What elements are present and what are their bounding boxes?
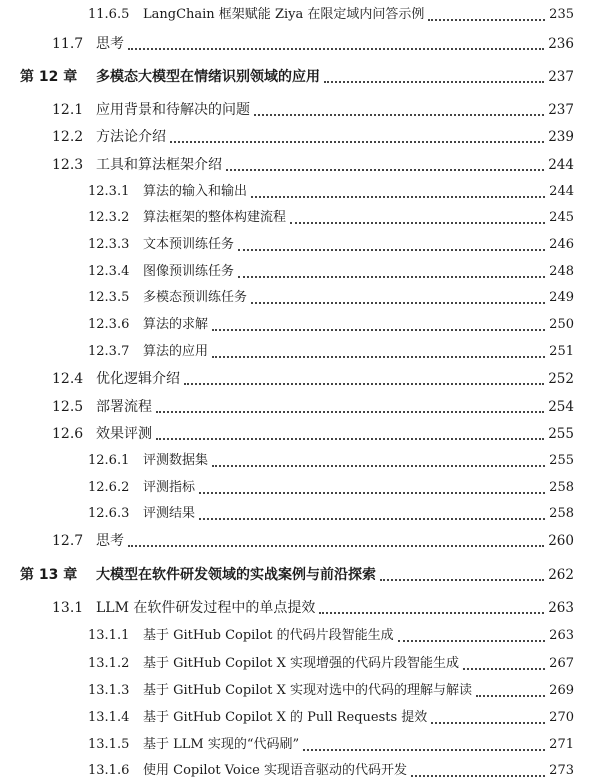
- toc-entry-number: 12.7: [52, 533, 84, 549]
- toc-entry-number: 13.1.3: [88, 683, 130, 698]
- toc-entry-title: 基于 LLM 实现的“代码刷”: [143, 737, 300, 752]
- toc-dot-leader: [431, 720, 545, 724]
- toc-entry-title: 图像预训练任务: [143, 264, 235, 279]
- toc-entry-number: 13.1.6: [88, 763, 130, 778]
- toc-entry-number: 12.3.7: [88, 344, 130, 359]
- toc-page-number: 270: [549, 710, 574, 725]
- toc-entry-number: 12.4: [52, 371, 84, 387]
- toc-dot-leader: [254, 112, 544, 116]
- toc-entry-title: 部署流程: [96, 399, 152, 415]
- toc-chapter-entry: [0, 66, 594, 88]
- toc-page-number: 273: [549, 763, 574, 778]
- toc-entry-number: 12.1: [52, 102, 84, 118]
- toc-entry-title: 基于 GitHub Copilot 的代码片段智能生成: [143, 628, 394, 643]
- toc-page-number: 255: [548, 426, 574, 442]
- toc-page-number: 239: [548, 129, 574, 145]
- toc-page-number: 236: [548, 36, 574, 52]
- toc-page-number: 249: [549, 290, 574, 305]
- toc-dot-leader: [212, 327, 545, 331]
- toc-entry-number: 11.7: [52, 36, 84, 52]
- toc-section-entry: [0, 530, 594, 552]
- toc-dot-leader: [380, 577, 544, 581]
- toc-entry-title: 文本预训练任务: [143, 237, 235, 252]
- toc-subsection-entry: [0, 261, 594, 283]
- toc-dot-leader: [199, 490, 545, 494]
- toc-section-entry: [0, 33, 594, 55]
- toc-subsection-entry: [0, 207, 594, 229]
- toc-page-number: 237: [548, 69, 574, 85]
- toc-subsection-entry: [0, 287, 594, 309]
- toc-page-number: 254: [548, 399, 574, 415]
- toc-subsection-entry: [0, 503, 594, 525]
- toc-entry-number: 13.1: [52, 600, 84, 616]
- toc-dot-leader: [199, 516, 545, 520]
- toc-page-number: 258: [549, 506, 574, 521]
- toc-entry-number: 12.3: [52, 157, 84, 173]
- toc-entry-title: 算法的输入和输出: [143, 184, 248, 199]
- toc-dot-leader: [290, 220, 545, 224]
- toc-dot-leader: [128, 543, 544, 547]
- toc-entry-title: 算法的求解: [143, 317, 209, 332]
- toc-section-entry: [0, 99, 594, 121]
- toc-subsection-entry: [0, 680, 594, 702]
- toc-dot-leader: [319, 610, 544, 614]
- toc-page-number: 267: [549, 656, 574, 671]
- toc-entry-number: 12.6.1: [88, 453, 130, 468]
- toc-subsection-entry: [0, 341, 594, 363]
- toc-section-entry: [0, 154, 594, 176]
- toc-subsection-entry: [0, 234, 594, 256]
- toc-section-entry: [0, 368, 594, 390]
- toc-entry-title: 基于 GitHub Copilot X 实现对选中的代码的理解与解读: [143, 683, 473, 698]
- toc-page-number: 263: [548, 600, 574, 616]
- toc-entry-title: 思考: [96, 533, 124, 549]
- toc-entry-number: 12.3.6: [88, 317, 130, 332]
- toc-entry-number: 12.3.5: [88, 290, 130, 305]
- toc-entry-number: 12.5: [52, 399, 84, 415]
- toc-subsection-entry: [0, 625, 594, 647]
- toc-dot-leader: [156, 436, 544, 440]
- toc-page-number: 271: [549, 737, 574, 752]
- toc-entry-number: 13.1.2: [88, 656, 130, 671]
- toc-entry-number: 12.3.1: [88, 184, 130, 199]
- toc-entry-title: LLM 在软件研发过程中的单点提效: [96, 600, 316, 616]
- toc-page-number: 244: [549, 184, 574, 199]
- toc-page-number: 262: [548, 567, 574, 583]
- toc-dot-leader: [398, 638, 546, 642]
- toc-dot-leader: [463, 666, 545, 670]
- toc-subsection-entry: [0, 707, 594, 729]
- toc-entry-number: 12.6: [52, 426, 84, 442]
- toc-page-number: 251: [549, 344, 574, 359]
- toc-entry-number: 11.6.5: [88, 7, 130, 22]
- toc-dot-leader: [170, 139, 544, 143]
- toc-entry-title: 评测结果: [143, 506, 196, 521]
- toc-entry-title: LangChain 框架赋能 Ziya 在限定域内问答示例: [143, 7, 425, 22]
- toc-entry-number: 第 13 章: [20, 567, 78, 583]
- toc-dot-leader: [238, 274, 545, 278]
- toc-entry-number: 13.1.4: [88, 710, 130, 725]
- toc-entry-title: 工具和算法框架介绍: [96, 157, 222, 173]
- toc-entry-number: 12.3.2: [88, 210, 130, 225]
- toc-page-number: 250: [549, 317, 574, 332]
- toc-entry-number: 12.3.4: [88, 264, 130, 279]
- toc-dot-leader: [476, 693, 545, 697]
- toc-dot-leader: [411, 773, 545, 777]
- toc-dot-leader: [324, 79, 544, 83]
- toc-page-number: 258: [549, 480, 574, 495]
- toc-entry-title: 大模型在软件研发领域的实战案例与前沿探索: [96, 567, 376, 583]
- toc-page-number: 255: [549, 453, 574, 468]
- toc-entry-number: 13.1.5: [88, 737, 130, 752]
- toc-entry-title: 算法框架的整体构建流程: [143, 210, 287, 225]
- toc-subsection-entry: [0, 734, 594, 756]
- toc-entry-number: 12.6.3: [88, 506, 130, 521]
- toc-subsection-entry: [0, 653, 594, 675]
- toc-dot-leader: [184, 381, 544, 385]
- toc-entry-title: 应用背景和待解决的问题: [96, 102, 250, 118]
- toc-entry-title: 评测指标: [143, 480, 196, 495]
- toc-dot-leader: [303, 747, 545, 751]
- toc-entry-title: 方法论介绍: [96, 129, 166, 145]
- toc-entry-number: 12.3.3: [88, 237, 130, 252]
- toc-entry-title: 基于 GitHub Copilot X 实现增强的代码片段智能生成: [143, 656, 460, 671]
- toc-dot-leader: [128, 46, 544, 50]
- toc-dot-leader: [156, 409, 544, 413]
- toc-entry-title: 评测数据集: [143, 453, 209, 468]
- toc-entry-number: 12.2: [52, 129, 84, 145]
- toc-entry-number: 12.6.2: [88, 480, 130, 495]
- toc-page-number: 269: [549, 683, 574, 698]
- toc-page-number: 244: [548, 157, 574, 173]
- toc-subsection-entry: [0, 450, 594, 472]
- toc-dot-leader: [212, 354, 545, 358]
- toc-page-number: 260: [548, 533, 574, 549]
- toc-dot-leader: [226, 167, 544, 171]
- toc-section-entry: [0, 423, 594, 445]
- toc-dot-leader: [428, 17, 545, 21]
- toc-section-entry: [0, 396, 594, 418]
- toc-subsection-entry: [0, 314, 594, 336]
- toc-section-entry: [0, 126, 594, 148]
- toc-dot-leader: [212, 463, 545, 467]
- toc-subsection-entry: [0, 477, 594, 499]
- toc-entry-title: 算法的应用: [143, 344, 209, 359]
- toc-page-number: 245: [549, 210, 574, 225]
- toc-subsection-entry: [0, 760, 594, 782]
- toc-section-entry: [0, 597, 594, 619]
- toc-entry-title: 基于 GitHub Copilot X 的 Pull Requests 提效: [143, 710, 428, 725]
- toc-entry-number: 第 12 章: [20, 69, 78, 85]
- toc-subsection-entry: [0, 4, 594, 26]
- toc-entry-number: 13.1.1: [88, 628, 130, 643]
- toc-page-number: 237: [548, 102, 574, 118]
- toc-page-number: 248: [549, 264, 574, 279]
- toc-entry-title: 使用 Copilot Voice 实现语音驱动的代码开发: [143, 763, 408, 778]
- toc-entry-title: 思考: [96, 36, 124, 52]
- toc-entry-title: 优化逻辑介绍: [96, 371, 180, 387]
- toc-page-number: 235: [549, 7, 574, 22]
- toc-entry-title: 效果评测: [96, 426, 152, 442]
- toc-dot-leader: [251, 300, 545, 304]
- toc-dot-leader: [238, 247, 545, 251]
- toc-entry-title: 多模态预训练任务: [143, 290, 248, 305]
- toc-chapter-entry: [0, 564, 594, 586]
- toc-page-number: 252: [548, 371, 574, 387]
- toc-subsection-entry: [0, 181, 594, 203]
- toc-page-number: 246: [549, 237, 574, 252]
- toc-dot-leader: [251, 194, 545, 198]
- toc-page-number: 263: [549, 628, 574, 643]
- toc-entry-title: 多模态大模型在情绪识别领域的应用: [96, 69, 320, 85]
